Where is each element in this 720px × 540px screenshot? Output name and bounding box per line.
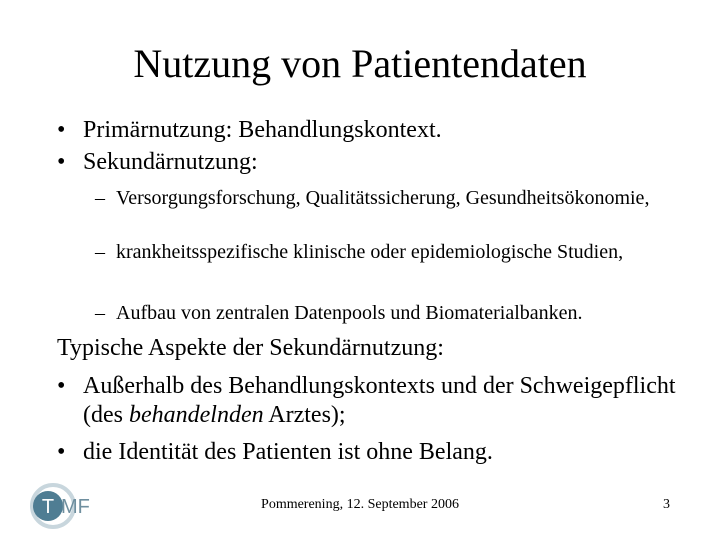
bullet-text: Primärnutzung: Behandlungskontext.: [83, 117, 442, 143]
bullet-text-italic: behandelnden: [128, 402, 264, 428]
bullet-text: Sekundärnutzung:: [83, 149, 258, 175]
logo-letters-mf: MF: [61, 496, 90, 518]
sub-bullet-marker: –: [95, 302, 105, 324]
sub-bullet-text: Aufbau von zentralen Datenpools und Biomaterialbanken.: [116, 302, 583, 324]
bullet-text: die Identität des Patienten ist ohne Belang.: [83, 439, 493, 465]
bullet-marker: •: [57, 117, 66, 143]
slide-title: Nutzung von Patientendaten: [133, 41, 587, 86]
footer-author-date: Pommerening, 12. September 2006: [261, 497, 459, 512]
bullet-marker: •: [57, 149, 66, 175]
sub-bullet-marker: –: [95, 187, 105, 209]
logo-letter-t: T: [41, 496, 55, 518]
tmf-logo-graphic: [28, 480, 100, 532]
bullet-text-part: Arztes);: [263, 402, 346, 428]
footer-page-number: 3: [663, 497, 670, 512]
sub-bullet-text: krankheitsspezifische klinische oder epidemiologische Studien,: [116, 241, 624, 263]
bullet-marker: •: [57, 373, 66, 399]
bullet-marker: •: [57, 439, 66, 465]
sub-bullet-text: Versorgungsforschung, Qualitätssicherung, Gesundheitsökonomie,: [116, 187, 650, 209]
bullet-text: [83, 372, 683, 430]
bullet-text-part: Außerhalb des Behandlungskontexts und der Schweigepflicht (des: [83, 373, 676, 428]
tmf-logo: [28, 480, 100, 532]
sub-bullet-marker: –: [95, 241, 105, 263]
section-heading: Typische Aspekte der Sekundärnutzung:: [57, 335, 444, 361]
